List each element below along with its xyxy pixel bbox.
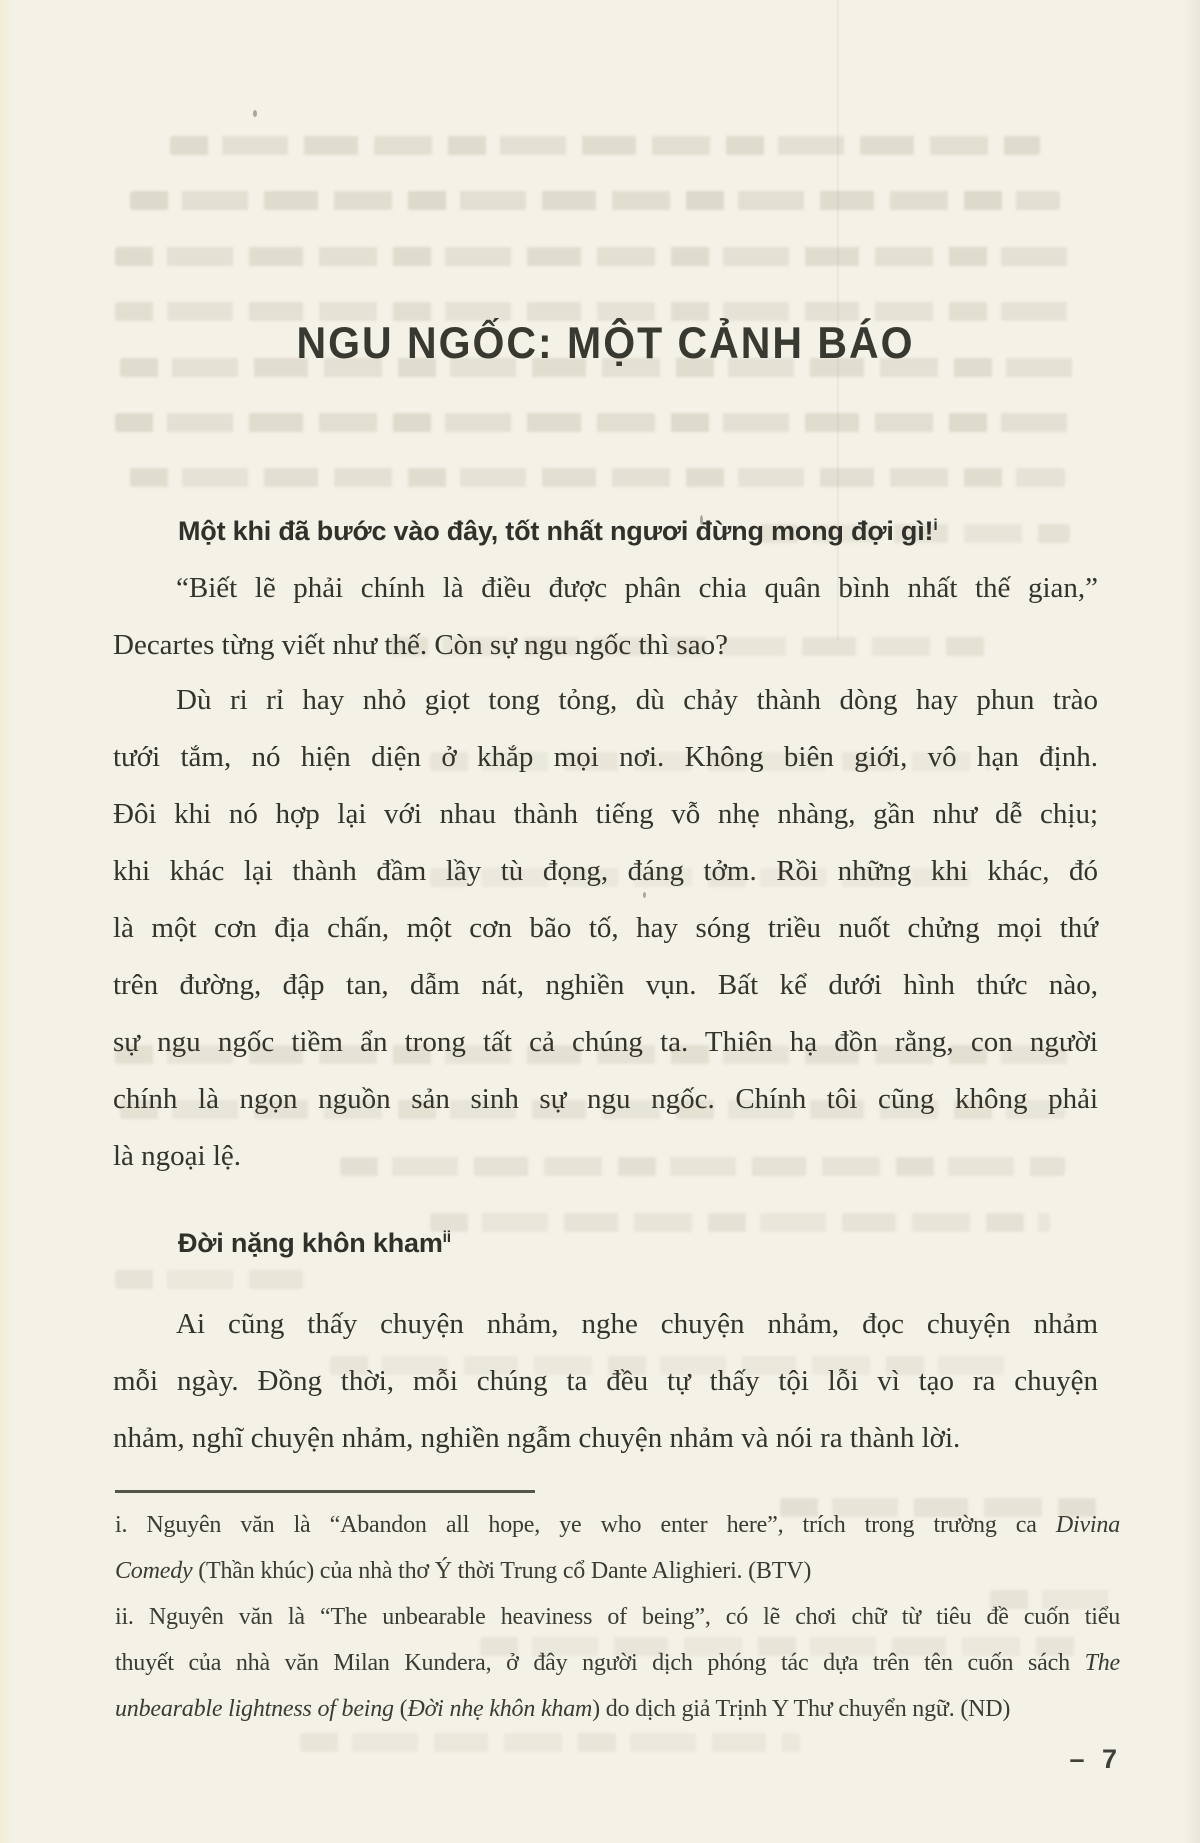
bleedthrough-line [430, 1213, 1050, 1232]
page-number: – 7 [1069, 1744, 1117, 1774]
footnote-ref-ii: ii [442, 1229, 451, 1246]
body-line: mỗi ngày. Đồng thời, mỗi chúng ta đều tự thấy tội lỗi vì tạo ra chuyện [113, 1365, 1098, 1397]
bleedthrough-line [170, 136, 1040, 155]
body-line: tưới tắm, nó hiện diện ở khắp mọi nơi. Không biên giới, vô hạn định. [113, 741, 1098, 773]
page-left-edge [0, 0, 12, 1843]
paragraph-2 [113, 672, 1098, 1185]
body-line: là ngoại lệ. [113, 1140, 242, 1172]
paragraph-3 [113, 1296, 1098, 1467]
body-line: trên đường, đập tan, dẫm nát, nghiền vụn. Bất kể dưới hình thức nào, [113, 969, 1098, 1001]
footnote-line: i. Nguyên văn là “Abandon all hope, ye who enter here”, trích trong trường ca Divina [115, 1512, 1120, 1538]
page-right-edge [1184, 0, 1200, 1843]
body-line: là một cơn địa chấn, một cơn bão tố, hay sóng triều nuốt chửng mọi thứ [113, 912, 1098, 944]
body-line: khi khác lại thành đầm lầy tù đọng, đáng tởm. Rồi những khi khác, đó [113, 855, 1098, 887]
subtitle-text: Một khi đã bước vào đây, tốt nhất ngươi đừng mong đợi gì! [178, 516, 934, 546]
chapter-title [113, 320, 1098, 367]
footnote-line: ii. Nguyên văn là “The unbearable heaviness of being”, có lẽ chơi chữ từ tiêu đề cuốn tiểu [115, 1604, 1120, 1630]
footnote-separator [115, 1490, 535, 1493]
footnote-ii [115, 1594, 1120, 1732]
body-line: Decartes từng viết như thế. Còn sự ngu ngốc thì sao? [113, 629, 728, 661]
heading-text: Đời nặng khôn kham [178, 1228, 443, 1258]
bleedthrough-line [115, 413, 1075, 432]
body-line: sự ngu ngốc tiềm ẩn trong tất cả chúng ta. Thiên hạ đồn rằng, con người [113, 1026, 1098, 1058]
section-subtitle [178, 516, 937, 547]
footnote-line: unbearable lightness of being (Đời nhẹ khôn kham) do dịch giả Trịnh Y Thư chuyển ngữ. (ND) [115, 1696, 1011, 1722]
body-line: chính là ngọn nguồn sản sinh sự ngu ngốc. Chính tôi cũng không phải [113, 1083, 1098, 1115]
body-line: Dù ri rỉ hay nhỏ giọt tong tỏng, dù chảy thành dòng hay phun trào [176, 684, 1098, 716]
scan-speck [253, 110, 257, 117]
section-heading [178, 1228, 451, 1259]
bleedthrough-line [130, 191, 1060, 210]
paragraph-1 [113, 560, 1098, 674]
body-line: “Biết lẽ phải chính là điều được phân chia quân bình nhất thế gian,” [176, 572, 1098, 604]
bleedthrough-line [115, 247, 1070, 266]
chapter-title-text: NGU NGỐC: MỘT CẢNH BÁO [296, 318, 915, 368]
body-line: nhảm, nghĩ chuyện nhảm, nghiền ngẫm chuyện nhảm và nói ra thành lời. [113, 1422, 961, 1454]
footnote-line: Comedy (Thần khúc) của nhà thơ Ý thời Trung cổ Dante Alighieri. (BTV) [115, 1558, 812, 1584]
bleedthrough-line [115, 1270, 305, 1289]
bleedthrough-line [130, 468, 1065, 487]
footnote-i [115, 1502, 1120, 1594]
footnote-ref-i: i [933, 517, 938, 534]
body-line: Ai cũng thấy chuyện nhảm, nghe chuyện nhảm, đọc chuyện nhảm [176, 1308, 1098, 1340]
footnote-line: thuyết của nhà văn Milan Kundera, ở đây người dịch phóng tác dựa trên tên cuốn sách The [115, 1650, 1120, 1676]
body-line: Đôi khi nó hợp lại với nhau thành tiếng vỗ nhẹ nhàng, gần như dễ chịu; [113, 798, 1098, 830]
